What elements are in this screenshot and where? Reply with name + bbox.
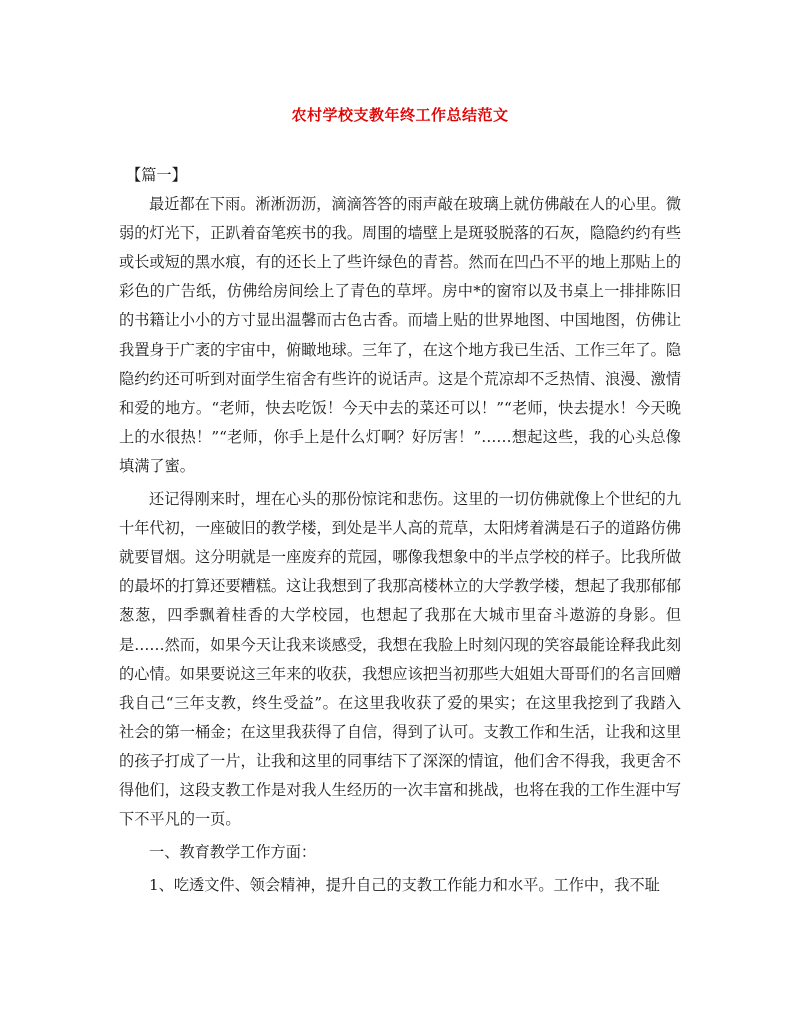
section-label: 【篇一】 bbox=[126, 166, 187, 184]
document-title: 农村学校支教年终工作总结范文 bbox=[291, 106, 509, 124]
list-item-1: 1、吃透文件、领会精神，提升自己的支教工作能力和水平。工作中，我不耻 bbox=[149, 876, 660, 895]
paragraph-2: 还记得刚来时，埋在心头的那份惊诧和悲伤。这里的一切仿佛就像上个世纪的九十年代初，一座破旧的教学楼，到处是半人高的荒草，太阳烤着满是石子的道路仿佛就要冒烟。这分明就是一座废弃的荒园，哪像我想象中的半点学校的样子。比我所做的最坏的打算还要糟糕。这让我想到了我那高楼林立的大学教学楼，想起了我那郁郁葱葱，四季飘着桂香的大学校园，也想起了我那在大城市里奋斗遨游的身影。但是……然而，如果今天让我来谈感受，我想在我脸上时刻闪现的笑容最能诠释我此刻的心情。如果要说这三年来的收获，我想应该把当初那些大姐姐大哥哥们的名言回赠我自己“三年支教，终生受益”。在这里我收获了爱的果实；在这里我挖到了我踏入社会的第一桶金；在这里我获得了自信，得到了认可。支教工作和生活，让我和这里的孩子打成了一片，让我和这里的同事结下了深深的情谊，他们舍不得我，我更舍不得他们，这段支教工作是对我人生经历的一次丰富和挑战，也将在我的工作生涯中写下不平凡的一页。 bbox=[119, 490, 681, 829]
paragraph-1: 最近都在下雨。淅淅沥沥，滴滴答答的雨声敲在玻璃上就仿佛敲在人的心里。微弱的灯光下，正趴着奋笔疾书的我。周围的墙壁上是斑驳脱落的石灰，隐隐约约有些或长或短的黑水痕，有的还长上了些许绿色的青苔。然而在凹凸不平的地上那贴上的彩色的广告纸，仿佛给房间绘上了青色的草坪。房中*的窗帘以及书桌上一排排陈旧的书籍让小小的方寸显出温馨而古色古香。而墙上贴的世界地图、中国地图，仿佛让我置身于广袤的宇宙中，俯瞰地球。三年了，在这个地方我已生活、工作三年了。隐隐约约还可听到对面学生宿舍有些许的说话声。这是个荒凉却不乏热情、浪漫、激情和爱的地方。“老师，快去吃饭！今天中去的菜还可以！”“老师，快去提水！今天晚上的水很热！”“老师，你手上是什么灯啊？好厉害！”……想起这些，我的心头总像填满了蜜。 bbox=[119, 195, 681, 475]
section-heading-1: 一、教育教学工作方面： bbox=[149, 843, 317, 862]
document-body bbox=[119, 161, 681, 900]
